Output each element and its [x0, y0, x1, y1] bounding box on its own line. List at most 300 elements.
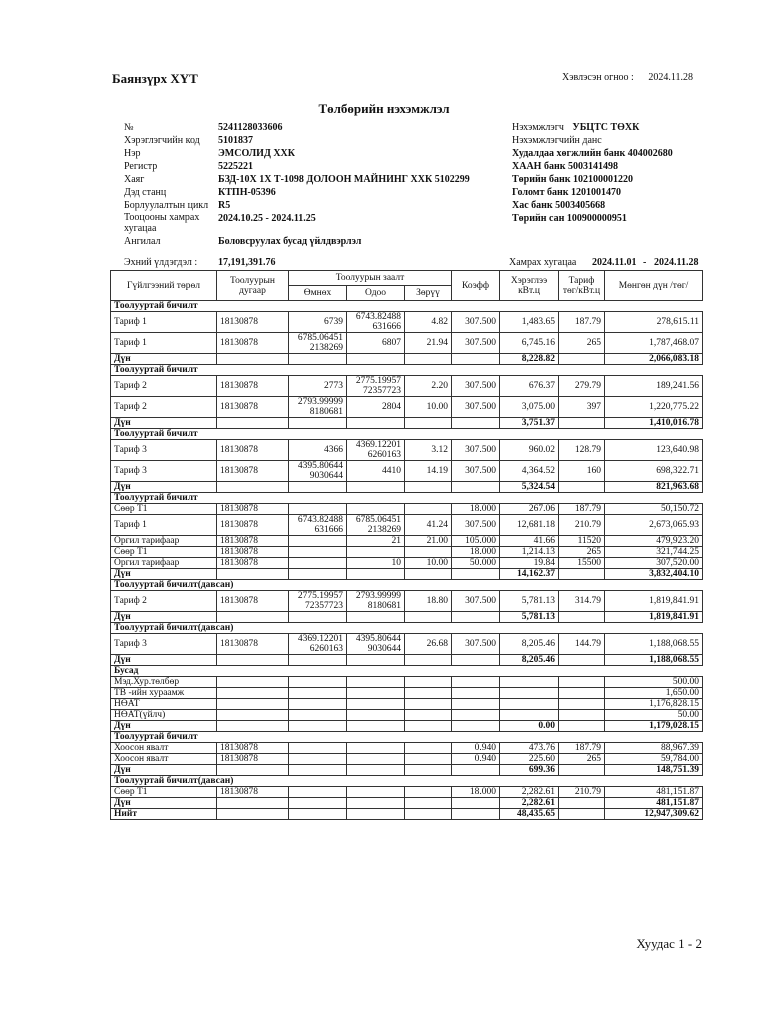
cell-tariff: 265: [559, 333, 605, 354]
cell-diff: 21.94: [405, 333, 452, 354]
section-header-row: [111, 301, 703, 312]
cell-coef: [452, 612, 500, 623]
cell-meter-no: [217, 710, 289, 721]
bank-account: Голомт банк 1201001470: [512, 187, 622, 198]
info-value: ЭМСОЛИД ХХК: [218, 148, 296, 159]
cell-prev: [289, 536, 347, 547]
cell-prev: [289, 612, 347, 623]
cell-amount: 1,819,841.91: [605, 591, 703, 612]
cell-prev: [289, 418, 347, 429]
cell-coef: [452, 699, 500, 710]
cell-diff: [405, 354, 452, 365]
cell-type: Оргил тарифаар: [111, 536, 217, 547]
cell-tariff: 210.79: [559, 515, 605, 536]
total-row: [111, 809, 703, 820]
cell-diff: [405, 612, 452, 623]
total-row: [111, 612, 703, 623]
header-meter-no: Тоолуурын дугаар: [217, 271, 289, 301]
cell-amount: 479,923.20: [605, 536, 703, 547]
cell-diff: [405, 798, 452, 809]
cell-diff: [405, 699, 452, 710]
cell-diff: 10.00: [405, 558, 452, 569]
section-header-row: [111, 776, 703, 787]
header-coef: Коэфф: [452, 271, 500, 301]
printed-date: [562, 72, 693, 83]
cell-now: [347, 710, 405, 721]
cell-type: Тариф 1: [111, 312, 217, 333]
cell-now: [347, 677, 405, 688]
cell-diff: [405, 721, 452, 732]
cell-meter-no: [217, 354, 289, 365]
cell-now: [347, 721, 405, 732]
cell-meter-no: 18130878: [217, 504, 289, 515]
cell-tariff: 187.79: [559, 743, 605, 754]
cell-diff: 18.80: [405, 591, 452, 612]
cell-usage: 3,075.00: [500, 397, 559, 418]
cell-meter-no: 18130878: [217, 558, 289, 569]
cell-meter-no: 18130878: [217, 754, 289, 765]
section-label: Тоолууртай бичилт(давсан): [111, 580, 703, 591]
cell-diff: [405, 418, 452, 429]
cell-usage: 676.37: [500, 376, 559, 397]
cell-now: 4369.12201 6260163: [347, 440, 405, 461]
cell-now: [347, 612, 405, 623]
cell-coef: [452, 765, 500, 776]
cell-coef: [452, 710, 500, 721]
header-tariff: Тариф төг/кВт.ц: [559, 271, 605, 301]
cell-amount: 1,220,775.22: [605, 397, 703, 418]
info-label: Борлуулалтын цикл: [124, 200, 209, 211]
cell-meter-no: 18130878: [217, 743, 289, 754]
cell-tariff: [559, 809, 605, 820]
cell-tariff: [559, 677, 605, 688]
cell-now: [347, 743, 405, 754]
cell-prev: [289, 547, 347, 558]
opening-balance-value: 17,191,391.76: [218, 257, 276, 268]
cell-prev: 2775.19957 72357723: [289, 591, 347, 612]
cell-coef: [452, 655, 500, 666]
cell-usage: 4,364.52: [500, 461, 559, 482]
cell-usage: 5,781.13: [500, 612, 559, 623]
cell-coef: 307.500: [452, 591, 500, 612]
cell-diff: 4.82: [405, 312, 452, 333]
cell-prev: 4395.80644 9030644: [289, 461, 347, 482]
cell-usage: [500, 677, 559, 688]
cell-meter-no: [217, 569, 289, 580]
cell-usage: 48,435.65: [500, 809, 559, 820]
info-value: БЗД-10Х 1Х Т-1098 ДОЛООН МАЙНИНГ ХХК 5102299: [218, 174, 470, 185]
cell-now: 21: [347, 536, 405, 547]
cell-coef: 307.500: [452, 312, 500, 333]
info-value: R5: [218, 200, 231, 211]
cell-now: [347, 547, 405, 558]
cell-usage: 0.00: [500, 721, 559, 732]
cell-type: Сөөр Т1: [111, 787, 217, 798]
cell-type: НӨАТ: [111, 699, 217, 710]
cell-amount: 88,967.39: [605, 743, 703, 754]
cell-amount: 50.00: [605, 710, 703, 721]
cell-coef: 307.500: [452, 440, 500, 461]
cell-type: Оргил тарифаар: [111, 558, 217, 569]
table-row: [111, 591, 703, 612]
cell-now: 6785.06451 2138269: [347, 515, 405, 536]
cell-diff: 3.12: [405, 440, 452, 461]
biller-account-label: Нэхэмжлэгчийн данс: [512, 135, 602, 146]
cell-diff: 21.00: [405, 536, 452, 547]
section-header-row: [111, 666, 703, 677]
header-type: Гүйлгээний төрөл: [111, 271, 217, 301]
cell-meter-no: 18130878: [217, 515, 289, 536]
cell-now: 4410: [347, 461, 405, 482]
opening-balance-label: Эхний үлдэгдэл :: [124, 257, 198, 268]
cell-type: Дүн: [111, 418, 217, 429]
info-value: 5225221: [218, 161, 253, 172]
cell-prev: [289, 699, 347, 710]
cell-coef: 18.000: [452, 547, 500, 558]
section-label: Тоолууртай бичилт: [111, 732, 703, 743]
cell-tariff: 15500: [559, 558, 605, 569]
cell-prev: [289, 558, 347, 569]
cell-coef: 18.000: [452, 504, 500, 515]
cell-usage: 3,751.37: [500, 418, 559, 429]
section-label: Тоолууртай бичилт: [111, 301, 703, 312]
cell-now: 6807: [347, 333, 405, 354]
cell-coef: 307.500: [452, 515, 500, 536]
table-row: [111, 547, 703, 558]
cell-meter-no: [217, 699, 289, 710]
cell-coef: [452, 688, 500, 699]
cell-tariff: [559, 569, 605, 580]
cell-type: НӨАТ(үйлч): [111, 710, 217, 721]
cell-type: Тариф 2: [111, 397, 217, 418]
cell-usage: 8,228.82: [500, 354, 559, 365]
total-row: [111, 765, 703, 776]
header-amount: Мөнгөн дүн /төг/: [605, 271, 703, 301]
cell-prev: [289, 754, 347, 765]
cell-diff: 14.19: [405, 461, 452, 482]
cell-coef: 50.000: [452, 558, 500, 569]
info-value: 5241128033606: [218, 122, 283, 133]
page-number: Хуудас 1 - 2: [636, 936, 702, 951]
cell-amount: 1,176,828.15: [605, 699, 703, 710]
cell-usage: 12,681.18: [500, 515, 559, 536]
cell-usage: 8,205.46: [500, 655, 559, 666]
total-row: [111, 655, 703, 666]
cell-amount: 1,650.00: [605, 688, 703, 699]
cell-diff: 41.24: [405, 515, 452, 536]
table-row: [111, 504, 703, 515]
bank-account: Хас банк 5003405668: [512, 200, 606, 211]
cell-tariff: 11520: [559, 536, 605, 547]
cell-type: Дүн: [111, 612, 217, 623]
info-label: Тооцооны хамрах хугацаа: [124, 212, 200, 234]
cell-diff: [405, 710, 452, 721]
cell-diff: 26.68: [405, 634, 452, 655]
cell-prev: [289, 677, 347, 688]
cell-diff: 2.20: [405, 376, 452, 397]
cell-amount: 2,066,083.18: [605, 354, 703, 365]
cell-usage: 6,745.16: [500, 333, 559, 354]
cell-tariff: [559, 710, 605, 721]
biller-line: [512, 121, 639, 134]
billing-table: [110, 270, 703, 820]
table-row: [111, 787, 703, 798]
cell-diff: 10.00: [405, 397, 452, 418]
cell-now: [347, 798, 405, 809]
cell-coef: 307.500: [452, 461, 500, 482]
cell-now: [347, 482, 405, 493]
cell-coef: 307.500: [452, 397, 500, 418]
cell-type: Нийт: [111, 809, 217, 820]
section-header-row: [111, 429, 703, 440]
period-from: 2024.11.01: [592, 257, 637, 268]
info-value: КТПН-05396: [218, 187, 276, 198]
cell-amount: 278,615.11: [605, 312, 703, 333]
cell-diff: [405, 504, 452, 515]
cell-now: [347, 699, 405, 710]
cell-amount: 50,150.72: [605, 504, 703, 515]
cell-tariff: 265: [559, 754, 605, 765]
cell-coef: 307.500: [452, 333, 500, 354]
table-row: [111, 754, 703, 765]
cell-tariff: 144.79: [559, 634, 605, 655]
cell-meter-no: 18130878: [217, 376, 289, 397]
cell-amount: 698,322.71: [605, 461, 703, 482]
cell-type: Мэд.Хур.төлбөр: [111, 677, 217, 688]
cell-usage: 2,282.61: [500, 787, 559, 798]
section-label: Тоолууртай бичилт: [111, 429, 703, 440]
biller-name: УБЦТС ТӨХК: [572, 122, 640, 133]
section-label: Тоолууртай бичилт(давсан): [111, 776, 703, 787]
cell-amount: 1,188,068.55: [605, 655, 703, 666]
table-row: [111, 688, 703, 699]
cell-meter-no: 18130878: [217, 634, 289, 655]
table-row: [111, 677, 703, 688]
cell-now: [347, 354, 405, 365]
cell-tariff: 314.79: [559, 591, 605, 612]
bank-account: ХААН банк 5003141498: [512, 161, 618, 172]
cell-usage: 1,214.13: [500, 547, 559, 558]
cell-diff: [405, 677, 452, 688]
cell-usage: 267.06: [500, 504, 559, 515]
cell-tariff: [559, 612, 605, 623]
cell-amount: 3,832,404.10: [605, 569, 703, 580]
cell-tariff: [559, 688, 605, 699]
cell-prev: [289, 809, 347, 820]
cell-tariff: 160: [559, 461, 605, 482]
cell-prev: [289, 710, 347, 721]
period-separator: -: [643, 257, 647, 268]
cell-prev: [289, 798, 347, 809]
cell-now: 4395.80644 9030644: [347, 634, 405, 655]
cell-tariff: 210.79: [559, 787, 605, 798]
cell-coef: [452, 354, 500, 365]
cell-meter-no: 18130878: [217, 397, 289, 418]
cell-now: [347, 504, 405, 515]
printed-date-value: 2024.11.28: [648, 72, 693, 83]
cell-type: Тариф 1: [111, 333, 217, 354]
cell-diff: [405, 688, 452, 699]
cell-meter-no: [217, 655, 289, 666]
table-row: [111, 634, 703, 655]
cell-diff: [405, 765, 452, 776]
total-row: [111, 418, 703, 429]
table-row: [111, 743, 703, 754]
cell-now: 6743.82488 631666: [347, 312, 405, 333]
period-label: Хамрах хугацаа: [509, 257, 577, 268]
cell-prev: [289, 655, 347, 666]
info-label: Хаяг: [124, 174, 145, 185]
cell-meter-no: 18130878: [217, 547, 289, 558]
cell-tariff: 279.79: [559, 376, 605, 397]
cell-usage: 473.76: [500, 743, 559, 754]
cell-prev: 6739: [289, 312, 347, 333]
cell-type: Дүн: [111, 569, 217, 580]
cell-usage: 225.60: [500, 754, 559, 765]
cell-type: Сөөр Т1: [111, 547, 217, 558]
info-label: Ангилал: [124, 236, 161, 247]
section-label: Тоолууртай бичилт: [111, 365, 703, 376]
cell-tariff: [559, 418, 605, 429]
cell-coef: [452, 418, 500, 429]
cell-prev: 4366: [289, 440, 347, 461]
cell-meter-no: [217, 482, 289, 493]
cell-amount: 1,410,016.78: [605, 418, 703, 429]
section-header-row: [111, 580, 703, 591]
cell-now: [347, 787, 405, 798]
cell-usage: [500, 710, 559, 721]
cell-tariff: [559, 721, 605, 732]
bank-account: Худалдаа хөгжлийн банк 404002680: [512, 148, 673, 159]
cell-tariff: 187.79: [559, 312, 605, 333]
billing-table-body: [111, 301, 703, 820]
cell-now: [347, 418, 405, 429]
cell-meter-no: [217, 677, 289, 688]
cell-now: [347, 569, 405, 580]
cell-coef: [452, 798, 500, 809]
cell-amount: 481,151.87: [605, 787, 703, 798]
cell-type: Тариф 2: [111, 591, 217, 612]
cell-tariff: 187.79: [559, 504, 605, 515]
printed-date-label: Хэвлэсэн огноо :: [562, 72, 634, 83]
cell-now: 10: [347, 558, 405, 569]
info-label: №: [124, 122, 134, 133]
cell-type: Хоосон явалт: [111, 743, 217, 754]
table-row: [111, 515, 703, 536]
table-row: [111, 558, 703, 569]
cell-type: Дүн: [111, 482, 217, 493]
cell-coef: 307.500: [452, 634, 500, 655]
table-row: [111, 536, 703, 547]
cell-tariff: 128.79: [559, 440, 605, 461]
table-row: [111, 397, 703, 418]
cell-meter-no: 18130878: [217, 591, 289, 612]
cell-amount: 1,188,068.55: [605, 634, 703, 655]
cell-type: Тариф 3: [111, 461, 217, 482]
cell-now: [347, 765, 405, 776]
cell-meter-no: [217, 798, 289, 809]
cell-usage: [500, 688, 559, 699]
cell-type: Тариф 2: [111, 376, 217, 397]
info-label: Регистр: [124, 161, 158, 172]
cell-tariff: [559, 482, 605, 493]
cell-type: Дүн: [111, 798, 217, 809]
info-label: Нэр: [124, 148, 141, 159]
cell-coef: [452, 809, 500, 820]
cell-type: ТВ -ийн хураамж: [111, 688, 217, 699]
info-value: 5101837: [218, 135, 253, 146]
cell-amount: 1,819,841.91: [605, 612, 703, 623]
cell-type: Дүн: [111, 354, 217, 365]
cell-coef: [452, 677, 500, 688]
cell-amount: 2,673,065.93: [605, 515, 703, 536]
cell-now: [347, 809, 405, 820]
organization-name: Баянзүрх ХҮТ: [112, 71, 198, 86]
header-diff: Зөрүү: [405, 286, 452, 301]
cell-now: 2804: [347, 397, 405, 418]
cell-prev: 2793.99999 8180681: [289, 397, 347, 418]
biller-label: Нэхэмжлэгч: [512, 122, 564, 133]
section-header-row: [111, 365, 703, 376]
info-label: Дэд станц: [124, 187, 167, 198]
cell-amount: 821,963.68: [605, 482, 703, 493]
cell-type: Сөөр Т1: [111, 504, 217, 515]
info-value: 2024.10.25 - 2024.11.25: [218, 213, 316, 224]
cell-coef: [452, 569, 500, 580]
cell-meter-no: [217, 688, 289, 699]
cell-tariff: [559, 798, 605, 809]
cell-type: Дүн: [111, 655, 217, 666]
info-value: Боловсруулах бусад үйлдвэрлэл: [218, 236, 362, 247]
cell-prev: [289, 354, 347, 365]
cell-amount: 500.00: [605, 677, 703, 688]
cell-type: Хоосон явалт: [111, 754, 217, 765]
cell-prev: 2773: [289, 376, 347, 397]
cell-amount: 123,640.98: [605, 440, 703, 461]
cell-meter-no: [217, 721, 289, 732]
cell-diff: [405, 569, 452, 580]
cell-usage: 41.66: [500, 536, 559, 547]
cell-amount: 59,784.00: [605, 754, 703, 765]
cell-now: [347, 754, 405, 765]
cell-usage: 1,483.65: [500, 312, 559, 333]
header-usage: Хэрэглээ кВт.ц: [500, 271, 559, 301]
cell-usage: [500, 699, 559, 710]
cell-usage: 960.02: [500, 440, 559, 461]
bank-account: Төрийн сан 100900000951: [512, 213, 627, 224]
cell-prev: [289, 482, 347, 493]
cell-now: [347, 655, 405, 666]
cell-diff: [405, 482, 452, 493]
cell-usage: 2,282.61: [500, 798, 559, 809]
cell-amount: 12,947,309.62: [605, 809, 703, 820]
cell-coef: 0.940: [452, 754, 500, 765]
cell-prev: 4369.12201 6260163: [289, 634, 347, 655]
cell-type: Дүн: [111, 721, 217, 732]
cell-prev: [289, 569, 347, 580]
cell-meter-no: [217, 612, 289, 623]
cell-amount: 1,179,028.15: [605, 721, 703, 732]
cell-diff: [405, 787, 452, 798]
total-row: [111, 569, 703, 580]
period-to: 2024.11.28: [654, 257, 699, 268]
cell-diff: [405, 655, 452, 666]
cell-meter-no: [217, 765, 289, 776]
cell-coef: [452, 482, 500, 493]
cell-prev: [289, 504, 347, 515]
table-row: [111, 461, 703, 482]
cell-now: 2793.99999 8180681: [347, 591, 405, 612]
